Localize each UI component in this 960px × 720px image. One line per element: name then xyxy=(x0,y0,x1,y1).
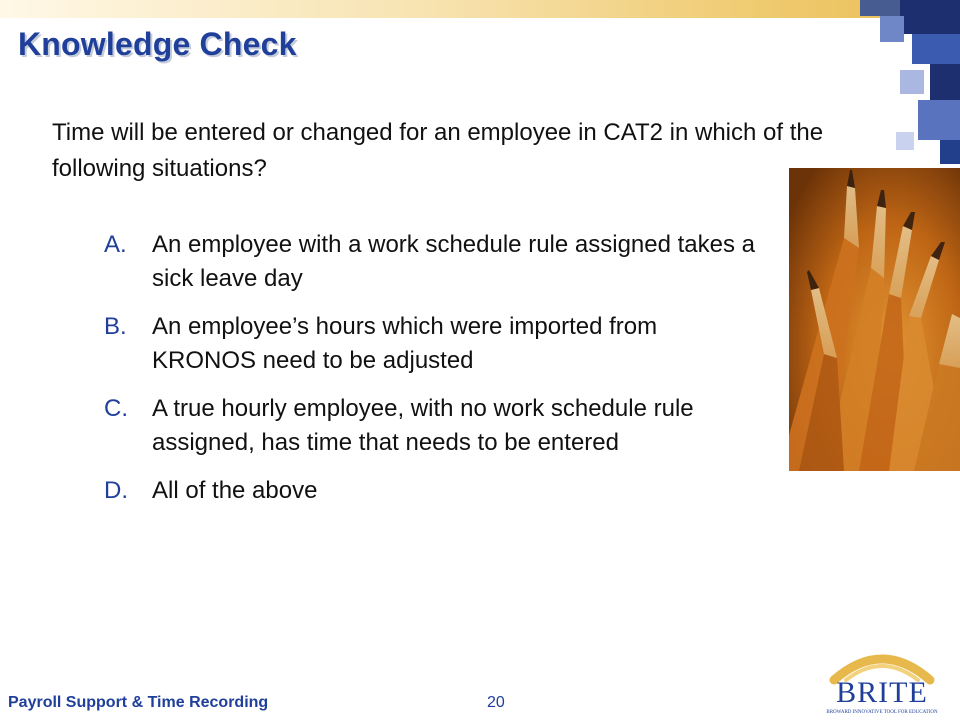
footer-course-title: Payroll Support & Time Recording xyxy=(8,694,269,711)
brite-logo xyxy=(812,646,952,716)
answer-letter: A. xyxy=(104,231,127,258)
question-text: Time will be entered or changed for an employee in CAT2 in which of the following situations? xyxy=(52,119,824,182)
answer-text: An employee’s hours which were imported from KRONOS need to be adjusted xyxy=(152,313,658,374)
answer-option-a xyxy=(104,228,764,296)
answer-letter: C. xyxy=(104,395,128,422)
answer-letter: B. xyxy=(104,313,127,340)
top-gradient-bar xyxy=(0,0,960,18)
answer-option-b xyxy=(104,310,764,378)
answer-option-d xyxy=(104,474,764,508)
pencils-photo xyxy=(789,168,960,471)
answer-text: All of the above xyxy=(152,477,318,504)
logo-tagline: BROWARD INNOVATIVE TOOL FOR EDUCATION xyxy=(826,710,938,715)
logo-wordmark: BRITE xyxy=(836,676,928,709)
pencils-illustration xyxy=(789,168,960,471)
answer-text: A true hourly employee, with no work schedule rule assigned, has time that needs to be entered xyxy=(152,395,694,456)
page-number: 20 xyxy=(487,694,505,711)
answer-letter: D. xyxy=(104,477,128,504)
answer-option-c xyxy=(104,392,764,460)
slide-title: Knowledge Check xyxy=(18,26,297,62)
answer-text: An employee with a work schedule rule assigned takes a sick leave day xyxy=(152,231,755,292)
answer-list xyxy=(104,228,764,522)
